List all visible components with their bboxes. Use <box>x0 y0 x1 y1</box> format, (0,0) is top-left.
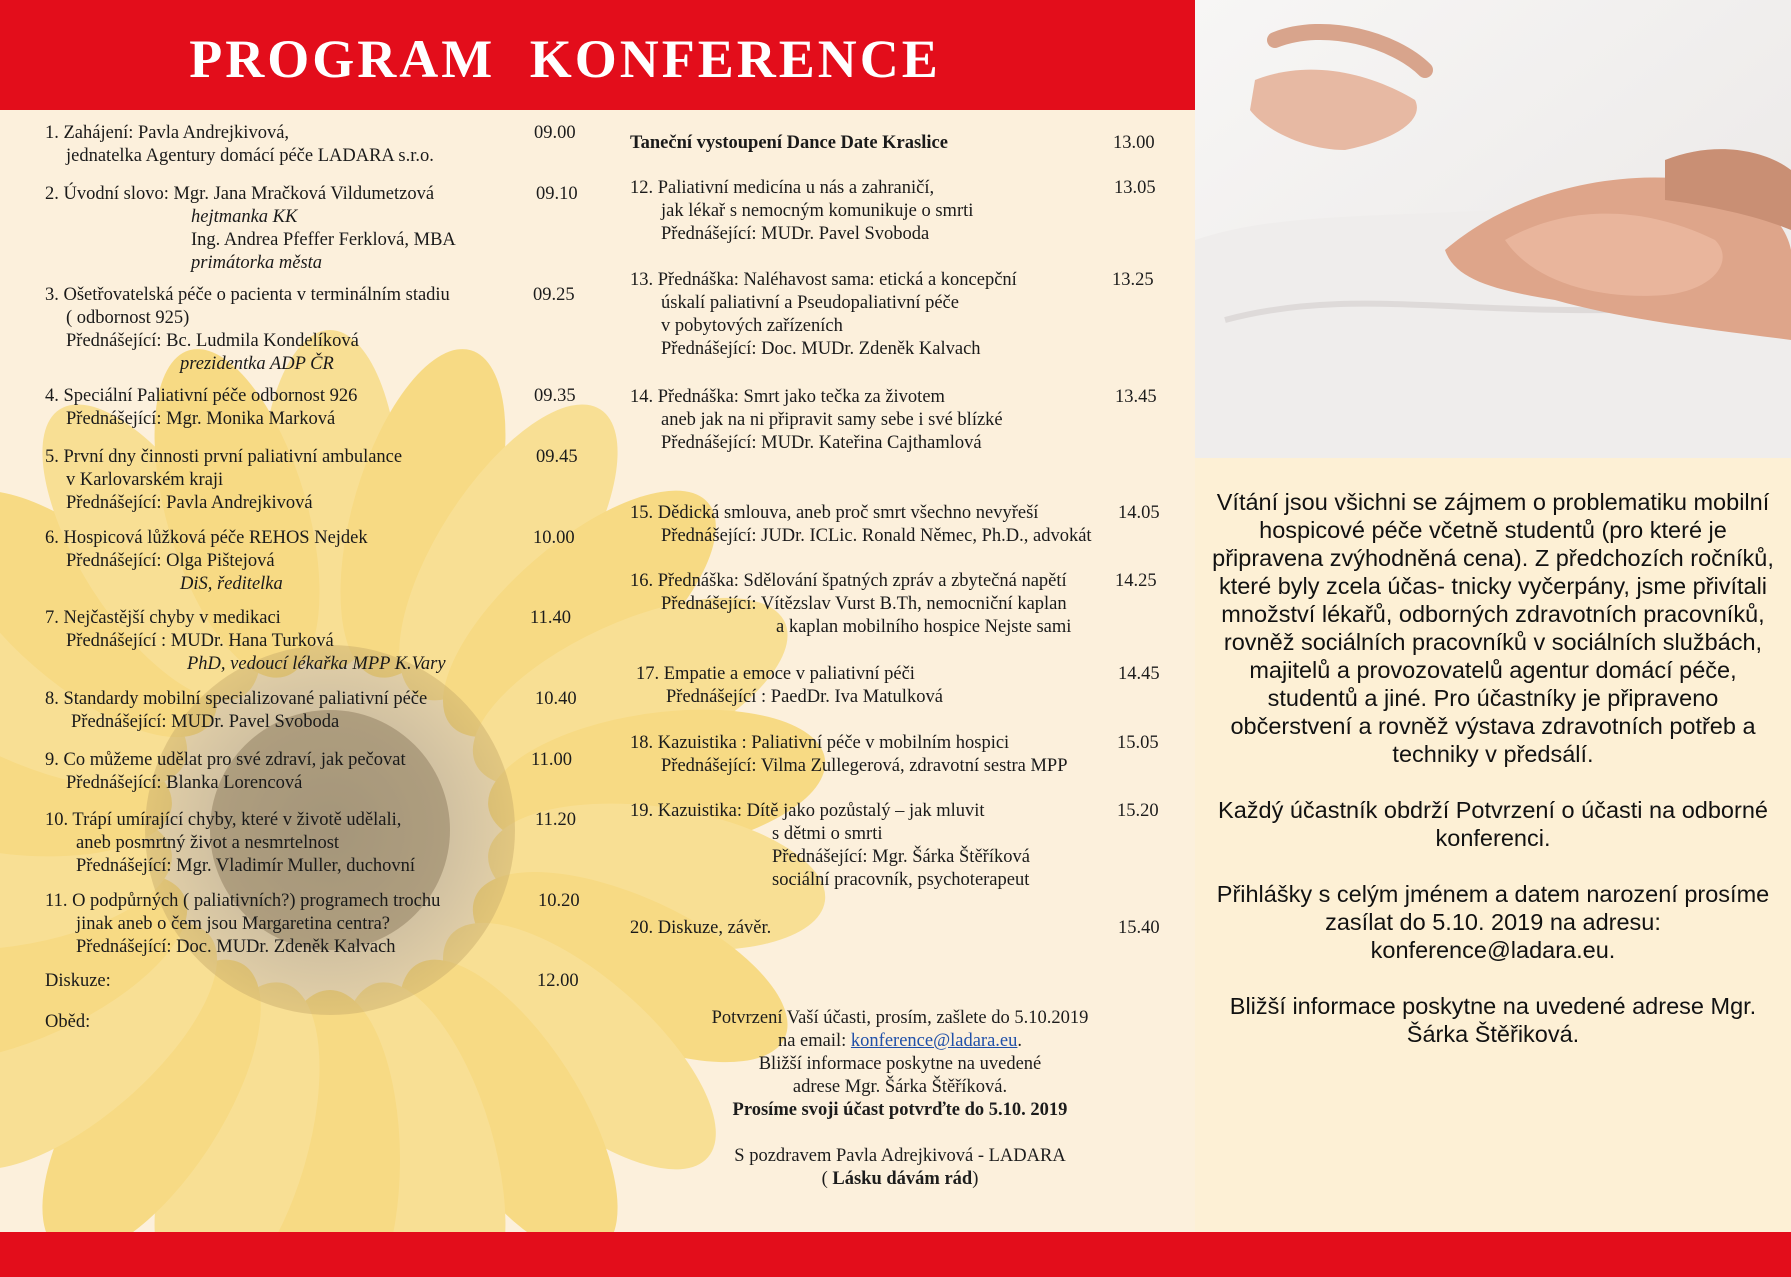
program-item-detail: jak lékař s nemocným komunikuje o smrti <box>661 201 974 221</box>
program-item-detail: hejtmanka KK <box>191 207 298 227</box>
confirm-email-prefix: na email: <box>777 1031 847 1051</box>
program-item-detail: ( odbornost 925) <box>66 308 190 328</box>
program-item <box>45 183 456 275</box>
program-item <box>45 1011 90 1034</box>
program-item <box>630 177 973 246</box>
program-item-time: 10.00 <box>533 528 575 548</box>
confirm-line: Bližší informace poskytne na uvedené <box>758 1054 1042 1074</box>
program-item-time: 11.00 <box>531 750 572 770</box>
program-item-time: 09.45 <box>536 447 578 467</box>
info-paragraph-1: Vítání jsou všichni se zájmem o problematiku mobilní hospicové péče včetně studentů (pro které je připravena zvýhodněná cena). Z předchozích ročníků, které byly zcela účas- tnicky vyčerpány, jsme přivítali množství lékařů, odborných zdravotních pracovníků, rovněž sociálních pracovníků v sociálních službách, majitelů a provozovatelů agentur domácí péče, studentů a jiné. Pro účastníky je připraveno občerstvení a rovněž výstava zdravotních potřeb a techniky v předsálí. <box>1212 489 1774 767</box>
program-item-time: 11.20 <box>535 810 576 830</box>
program-item-time: 14.25 <box>1115 571 1157 591</box>
program-item-time: 10.20 <box>538 891 580 911</box>
program-item-detail: aneb jak na ni připravit samy sebe i své blízké <box>661 410 1003 430</box>
program-item-detail: prezidentka ADP ČR <box>180 354 334 374</box>
greeting: S pozdravem Pavla Adrejkivová - LADARA <box>734 1146 1066 1166</box>
program-item <box>45 688 427 734</box>
confirm-email-suffix: . <box>1017 1031 1023 1051</box>
program-item-title: 1. Zahájení: Pavla Andrejkivová, <box>45 123 290 143</box>
program-item-detail: s dětmi o smrti <box>772 824 883 844</box>
program-item-title: 5. První dny činnosti první paliativní ambulance <box>45 447 403 467</box>
program-item-detail: Přednášející: Doc. MUDr. Zdeněk Kalvach <box>76 937 396 957</box>
program-item-detail: aneb posmrtný život a nesmrtelnost <box>76 833 340 853</box>
program-item-time: 10.40 <box>535 689 577 709</box>
program-item-title: 18. Kazuistika : Paliativní péče v mobilním hospici <box>630 733 1010 753</box>
motto-open: ( <box>821 1169 833 1189</box>
program-item <box>630 570 1071 639</box>
info-paragraph-3: Přihlášky s celým jménem a datem narození prosíme zasílat do 5.10. 2019 na adresu: konference@ladara.eu. <box>1216 881 1770 963</box>
program-item <box>45 122 434 168</box>
program-item <box>45 607 446 676</box>
program-item-title: 6. Hospicová lůžková péče REHOS Nejdek <box>45 528 368 548</box>
program-item-title: 2. Úvodní slovo: Mgr. Jana Mračková Vildumetzová <box>45 184 435 204</box>
program-item-detail: jednatelka Agentury domácí péče LADARA s.r.o. <box>66 146 434 166</box>
program-item <box>630 732 1068 778</box>
info-text <box>1205 488 1781 1076</box>
confirmation-block <box>630 1007 1170 1191</box>
program-item-detail: PhD, vedoucí lékařka MPP K.Vary <box>187 654 446 674</box>
program-item-title: 14. Přednáška: Smrt jako tečka za životem <box>630 387 945 407</box>
program-item-time: 09.25 <box>533 285 575 305</box>
program-item-time: 13.05 <box>1114 178 1156 198</box>
program-item-detail: Přednášející : MUDr. Hana Turková <box>66 631 334 651</box>
program-item-detail: Přednášející: Pavla Andrejkivová <box>66 493 313 513</box>
program-item <box>45 385 357 431</box>
program-item-detail: Přednášející: MUDr. Kateřina Cajthamlová <box>661 433 982 453</box>
program-item-detail: Přednášející: JUDr. ICLic. Ronald Němec, Ph.D., advokát <box>661 526 1092 546</box>
program-item-detail: Ing. Andrea Pfeffer Ferklová, MBA <box>191 230 456 250</box>
program-item-detail: primátorka města <box>191 253 323 273</box>
program-item-detail: DiS, ředitelka <box>180 574 283 594</box>
program-item <box>630 269 1017 361</box>
confirm-line: Potvrzení Vaší účasti, prosím, zašlete do 5.10.2019 <box>711 1008 1089 1028</box>
program-item <box>45 809 415 878</box>
program-item-detail: Přednášející: Olga Pištejová <box>66 551 275 571</box>
program-item-title: 10. Trápí umírající chyby, které v životě udělali, <box>45 810 402 830</box>
program-item-title: 20. Diskuze, závěr. <box>630 918 772 938</box>
program-item <box>630 917 771 940</box>
program-item-time: 15.40 <box>1118 918 1160 938</box>
program-item-detail: úskalí paliativní a Pseudopaliativní péče <box>661 293 959 313</box>
email-link[interactable]: konference@ladara.eu <box>850 1031 1018 1051</box>
program-item <box>630 502 1092 548</box>
program-item <box>45 527 368 596</box>
program-item-title: Taneční vystoupení Dance Date Kraslice <box>630 133 948 153</box>
confirm-deadline: Prosíme svoji účast potvrďte do 5.10. 2019 <box>732 1100 1068 1120</box>
program-item-title: 3. Ošetřovatelská péče o pacienta v terminálním stadiu <box>45 285 450 305</box>
info-paragraph-4: Bližší informace poskytne na uvedené adrese Mgr. Šárka Štěřiková. <box>1229 993 1757 1047</box>
program-item-time: 13.25 <box>1112 270 1154 290</box>
program-item <box>45 284 450 376</box>
program-item-detail: a kaplan mobilního hospice Nejste sami <box>776 617 1072 637</box>
program-item-detail: Přednášející: Vítězslav Vurst B.Th, nemocniční kaplan <box>661 594 1067 614</box>
program-item-title: 19. Kazuistika: Dítě jako pozůstalý – jak mluvit <box>630 801 985 821</box>
program-item-time: 14.05 <box>1118 503 1160 523</box>
program-item-detail: sociální pracovník, psychoterapeut <box>772 870 1030 890</box>
hands-photo <box>1195 0 1791 458</box>
program-item-time: 09.10 <box>536 184 578 204</box>
motto <box>630 1168 1170 1191</box>
confirm-line: adrese Mgr. Šárka Štěříková. <box>792 1077 1008 1097</box>
program-item-title: 15. Dědická smlouva, aneb proč smrt všechno nevyřeší <box>630 503 1039 523</box>
program-item <box>45 749 406 795</box>
program-item <box>630 132 948 155</box>
program-item-title: 7. Nejčastější chyby v medikaci <box>45 608 281 628</box>
program-item-detail: Přednášející: MUDr. Pavel Svoboda <box>661 224 930 244</box>
program-item-title: Diskuze: <box>45 971 111 991</box>
program-item-detail: Přednášející: Doc. MUDr. Zdeněk Kalvach <box>661 339 981 359</box>
program-item-title: 17. Empatie a emoce v paliativní péči <box>636 664 915 684</box>
program-item-detail: Přednášející: Mgr. Monika Marková <box>66 409 336 429</box>
program-item-detail: jinak aneb o čem jsou Margaretina centra? <box>76 914 391 934</box>
program-item-time: 09.00 <box>534 123 576 143</box>
program-item <box>45 446 402 515</box>
program-item-time: 11.40 <box>530 608 571 628</box>
program-item-detail: v pobytových zařízeních <box>661 316 843 336</box>
program-item-detail: Přednášející: Mgr. Vladimír Muller, duchovní <box>76 856 416 876</box>
program-item-time: 13.45 <box>1115 387 1157 407</box>
program-item <box>630 386 1003 455</box>
page-title: PROGRAM KONFERENCE <box>189 29 941 89</box>
program-item-time: 15.05 <box>1117 733 1159 753</box>
program-item-time: 12.00 <box>537 971 579 991</box>
program-item-detail: Přednášející: Vilma Zullegerová, zdravotní sestra MPP <box>661 756 1068 776</box>
program-item-detail: Přednášející: MUDr. Pavel Svoboda <box>71 712 340 732</box>
program-item-time: 15.20 <box>1117 801 1159 821</box>
program-item-title: 16. Přednáška: Sdělování špatných zpráv a zbytečná napětí <box>630 571 1067 591</box>
program-item-detail: Přednášející: Mgr. Šárka Štěříková <box>772 847 1030 867</box>
hands-photo-image <box>1195 0 1791 458</box>
program-item-detail: Přednášející: Bc. Ludmila Kondelíková <box>66 331 359 351</box>
program-item-detail: Přednášející : PaedDr. Iva Matulková <box>666 687 943 707</box>
program-item-title: 13. Přednáška: Naléhavost sama: etická a koncepční <box>630 270 1017 290</box>
program-item <box>45 970 111 993</box>
program-item-title: Oběd: <box>45 1012 91 1032</box>
footer-band <box>0 1232 1791 1277</box>
program-item-title: 9. Co můžeme udělat pro své zdraví, jak pečovat <box>45 750 406 770</box>
info-paragraph-2: Každý účastník obdrží Potvrzení o účasti na odborné konferenci. <box>1218 797 1768 851</box>
motto-text: Lásku dávám rád <box>832 1169 973 1189</box>
program-item <box>630 800 1030 892</box>
program-item-detail: Přednášející: Blanka Lorencová <box>66 773 303 793</box>
program-item-time: 09.35 <box>534 386 576 406</box>
confirm-email-line <box>630 1030 1170 1053</box>
program-item <box>45 890 440 959</box>
program-item <box>630 663 943 709</box>
program-item-detail: v Karlovarském kraji <box>66 470 224 490</box>
program-item-title: 12. Paliativní medicína u nás a zahraničí, <box>630 178 935 198</box>
program-item-title: 4. Speciální Paliativní péče odbornost 926 <box>45 386 358 406</box>
program-item-time: 13.00 <box>1113 133 1155 153</box>
program-item-title: 11. O podpůrných ( paliativních?) programech trochu <box>45 891 441 911</box>
program-item-time: 14.45 <box>1118 664 1160 684</box>
motto-close: ) <box>972 1169 979 1189</box>
program-item-title: 8. Standardy mobilní specializované paliativní péče <box>45 689 428 709</box>
